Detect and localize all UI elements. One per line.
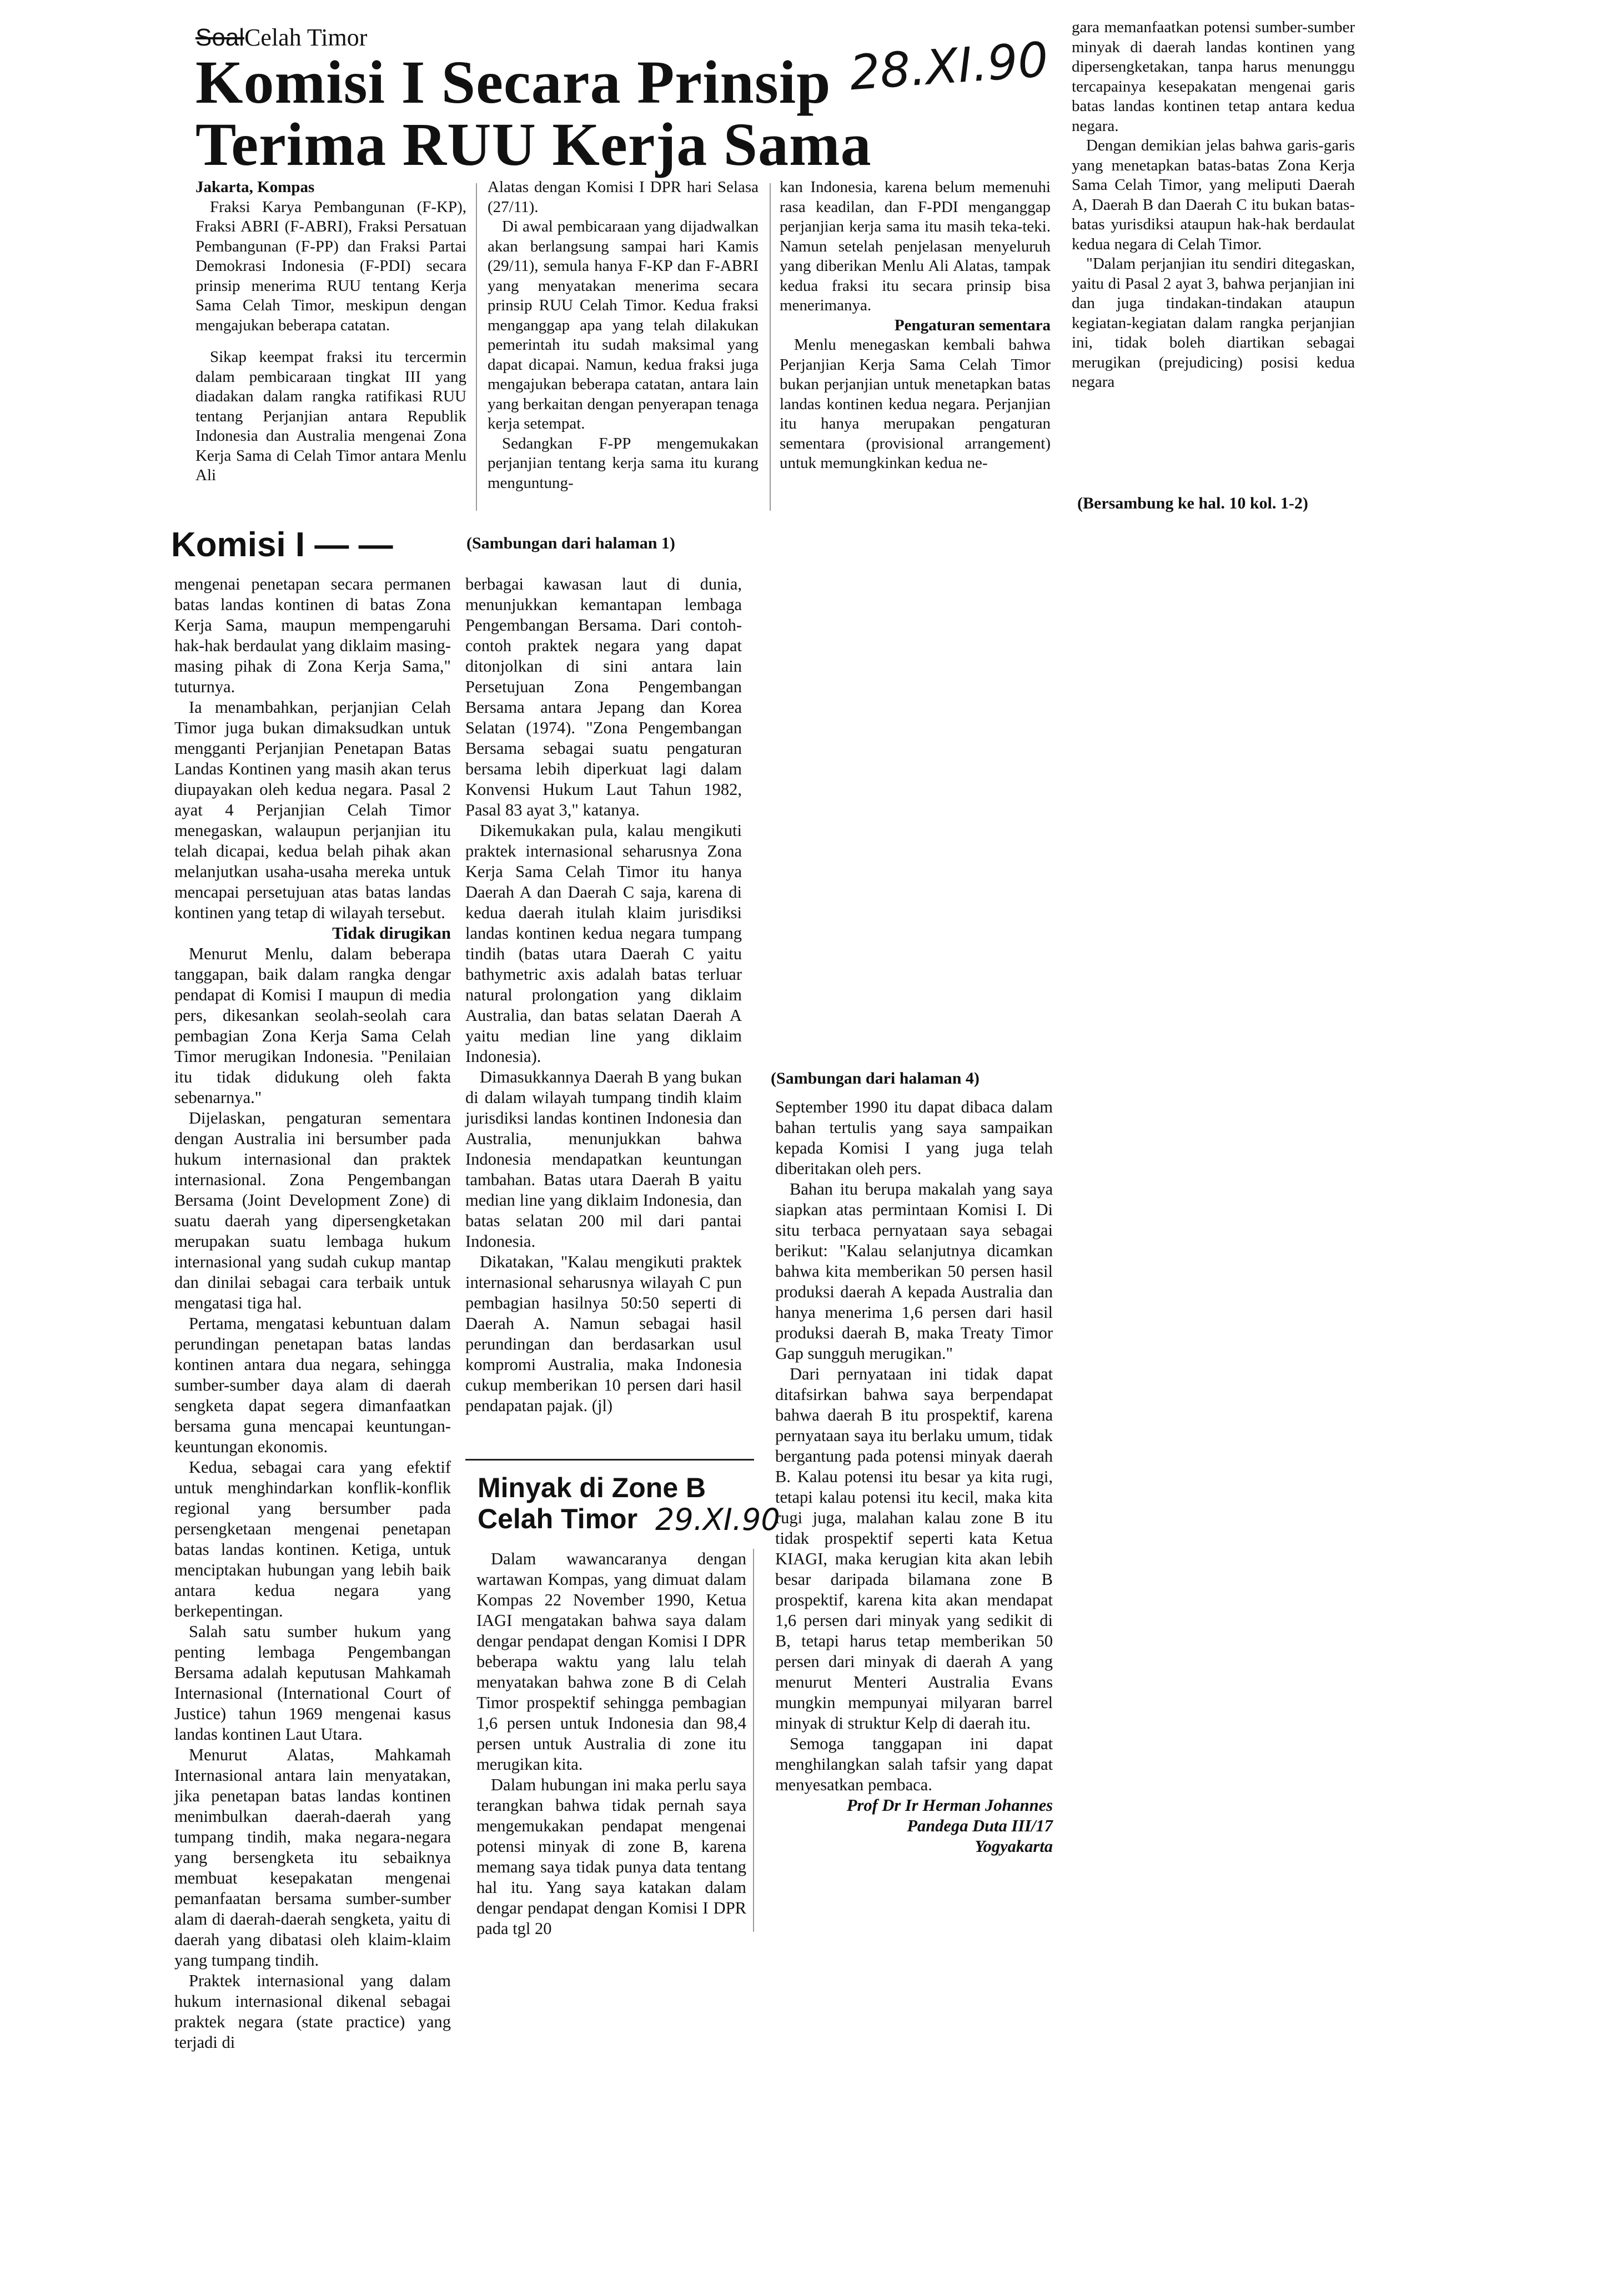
- continuation-from-label: (Sambungan dari halaman 1): [466, 534, 675, 552]
- paragraph: Praktek internasional yang dalam hukum internasional dikenal sebagai praktek negara (state practice) yang terjadi di: [174, 1971, 451, 2052]
- paragraph: "Dalam perjanjian itu sendiri ditegaskan, yaitu di Pasal 2 ayat 3, bahwa perjanjian ini dan juga tindakan-tindakan ataupun kegiatan-kegiatan dalam rangka perjanjian ini, tidak boleh diartikan sebagai merugikan (prejudicing) posisi kedua negara: [1072, 255, 1355, 391]
- paragraph: Di awal pembicaraan yang dijadwalkan akan berlangsung sampai hari Kamis (29/11), semula hanya F-KP dan F-ABRI yang menyatakan menerima secara prinsip RUU Celah Timor. Kedua fraksi menganggap apa yang telah dilakukan pemerintah itu sudah maksimal yang dapat dicapai. Namun, kedua fraksi juga mengajukan beberapa catatan, antara lain yang berkaitan dengan penyerapan tenaga kerja setempat.: [488, 218, 759, 432]
- continuation4-from-label: (Sambungan dari halaman 4): [771, 1069, 980, 1087]
- paragraph: Alatas dengan Komisi I DPR hari Selasa (27/11).: [488, 178, 759, 216]
- paragraph: Salah satu sumber hukum yang penting lembaga Pengembangan Bersama adalah keputusan Mahkamah Internasional (International Court of Justice) tahun 1969 mengenai kasus landas kontinen Laut Utara.: [174, 1622, 451, 1744]
- minyak-col1: [476, 1549, 746, 1939]
- paragraph: September 1990 itu dapat dibaca dalam bahan tertulis yang saya sampaikan kepada Komisi I yang juga telah diberitakan oleh pers.: [775, 1097, 1053, 1178]
- minyak-title-line-2: Celah Timor: [478, 1503, 638, 1534]
- headline-line-2: Terima RUU Kerja Sama: [195, 110, 872, 178]
- paragraph: Dari pernyataan ini tidak dapat ditafsirkan bahwa saya berpendapat bahwa daerah B itu prospektif, karena pernyataan saya itu berlaku umum, tidak bergantung pada potensi minyak daerah B. Kalau potensi itu besar ya kita rugi, tetapi kalau potensi itu kecil, maka kita rugi juga, malahan kalau zone B itu tidak prospektif seperti kata Ketua KIAGI, maka kerugian kita akan lebih besar daripada bilamana zone B prospektif, karena kita akan mendapat 1,6 persen dari minyak yang sedikit di B, tetapi harus tetap memberikan 50 persen dari minyak di daerah A yang menurut Menteri Australia Evans mungkin mempunyai milyaran barrel minyak di struktur Kelp di daerah itu.: [775, 1364, 1053, 1733]
- subhead-tidak-dirugikan: Tidak dirugikan: [332, 924, 451, 943]
- paragraph: Sedangkan F-PP mengemukakan perjanjian tentang kerja sama itu kurang menguntung-: [488, 434, 759, 492]
- kicker-text: Celah Timor: [244, 24, 368, 51]
- paragraph: Sikap keempat fraksi itu tercermin dalam pembicaraan tingkat III yang diadakan dalam rangka ratifikasi RUU tentang Perjanjian antara Republik Indonesia dan Australia mengenai Zona Kerja Sama di Celah Timor antara Menlu Ali: [195, 348, 466, 484]
- handwritten-date-minyak: 29.XI.90: [655, 1502, 780, 1537]
- paragraph: Menlu menegaskan kembali bahwa Perjanjian Kerja Sama Celah Timor bukan perjanjian untuk menetapkan batas landas kontinen kedua negara. Perjanjian itu hanya merupakan pengaturan sementara (provisional arrangement) untuk memungkinkan kedua ne-: [780, 336, 1051, 472]
- paragraph: berbagai kawasan laut di dunia, menunjukkan kemantapan lembaga Pengembangan Bersama. Dari contoh-contoh praktek negara yang dapat ditonjolkan di sini antara lain Persetujuan Zona Pengembangan Bersama antara Jepang dan Korea Selatan (1974). "Zona Pengembangan Bersama sebagai suatu pengaturan bersama lebih diperkuat lagi dalam Konvensi Hukum Laut Tahun 1982, Pasal 83 ayat 3," katanya.: [465, 575, 742, 819]
- signature-name: Prof Dr Ir Herman Johannes: [846, 1796, 1053, 1815]
- signature: [775, 1795, 1053, 1857]
- paragraph: gara memanfaatkan potensi sumber-sumber minyak di daerah landas kontinen yang dipersengketakan, tanpa harus menunggu tercapainya kesepakatan mengenai garis batas landas kontinen tetap antara kedua negara.: [1072, 18, 1355, 135]
- paragraph: Dijelaskan, pengaturan sementara dengan Australia ini bersumber pada hukum internasional dan praktek internasional. Zona Pengembangan Bersama (Joint Development Zone) di suatu daerah yang dipersengketakan merupakan suatu lembaga hukum internasional yang sudah cukup mantap dan dinilai sebagai cara terbaik untuk mengatasi tiga hal.: [174, 1109, 451, 1312]
- paragraph: Dikemukakan pula, kalau mengikuti praktek internasional seharusnya Zona Kerja Sama Celah Timor itu hanya Daerah A dan Daerah C saja, karena di kedua daerah itulah klaim jurisdiksi landas kontinen kedua negara tumpang tindih (batas utara Daerah C yaitu bathymetric axis adalah batas terluar natural prolongation yang diklaim Australia, dan batas selatan Daerah A yaitu median line yang diklaim Indonesia).: [465, 821, 742, 1066]
- paragraph: Menurut Menlu, dalam beberapa tanggapan, baik dalam rangka dengar pendapat di Komisi I maupun di media pers, dikesankan seolah-seolah cara pembagian Zona Kerja Sama Celah Timor merugikan Indonesia. "Penilaian itu tidak didukung oleh fakta sebenarnya.": [174, 944, 451, 1107]
- paragraph: Dikatakan, "Kalau mengikuti praktek internasional seharusnya wilayah C pun pembagian hasilnya 50:50 seperti di Daerah A. Namun sebagai hasil perundingan dan berdasarkan usul kompromi Australia, maka Indonesia cukup memberikan 10 persen dari hasil pendapatan pajak. (jl): [465, 1252, 742, 1415]
- continuation-heading: Komisi I — —: [171, 526, 393, 564]
- continuation-col2: [465, 574, 742, 1416]
- subhead-pengaturan-sementara: Pengaturan sementara: [894, 316, 1051, 334]
- headline-line-1: Komisi I Secara Prinsip: [195, 48, 831, 116]
- paragraph: mengenai penetapan secara permanen batas landas kontinen di batas Zona Kerja Sama, maupun mempengaruhi hak-hak berdaulat yang diklaim masing-masing pihak di Zona Kerja Sama," tuturnya.: [174, 575, 451, 696]
- handwritten-date-top: 28.XI.90: [847, 32, 1050, 102]
- paragraph: Semoga tanggapan ini dapat menghilangkan salah tafsir yang dapat menyesatkan pembaca.: [775, 1734, 1053, 1794]
- article1-col2: [488, 178, 759, 493]
- paragraph: Kedua, sebagai cara yang efektif untuk menghindarkan konflik-konflik regional yang bersumber pada persengketaan mengenai penetapan batas landas kontinen. Ketiga, untuk menciptakan hubungan yang lebih baik antara kedua negara yang berkepentingan.: [174, 1458, 451, 1620]
- kicker: [195, 23, 367, 52]
- paragraph: Dengan demikian jelas bahwa garis-garis yang menetapkan batas-batas Zona Kerja Sama Celah Timor, yang meliputi Daerah A, Daerah B dan Daerah C itu bukan batas-batas yurisdiksi ataupun hak-hak berdaulat kedua negara di Celah Timor.: [1072, 137, 1355, 253]
- minyak-title-line-1: Minyak di Zone B: [478, 1472, 706, 1503]
- signature-city: Yogyakarta: [975, 1837, 1053, 1856]
- continuation-col1: [174, 574, 451, 2053]
- paragraph: Pertama, mengatasi kebuntuan dalam perundingan penetapan batas landas kontinen antara dua negara, sehingga sumber-sumber daya alam di daerah sengketa dapat segera dimanfaatkan bersama guna mencapai keuntungan-keuntungan ekonomis.: [174, 1314, 451, 1456]
- paragraph: Ia menambahkan, perjanjian Celah Timor juga bukan dimaksudkan untuk mengganti Perjanjian Penetapan Batas Landas Kontinen yang masih akan terus diupayakan oleh kedua negara. Pasal 2 ayat 4 Perjanjian Celah Timor menegaskan, walaupun perjanjian itu telah dicapai, kedua belah pihak akan melanjutkan usaha-usaha mereka untuk mencapai persetujuan atas batas landas kontinen yang tetap di wilayah tersebut.: [174, 698, 451, 922]
- paragraph: Fraksi Karya Pembangunan (F-KP), Fraksi ABRI (F-ABRI), Fraksi Persatuan Pembangunan (F-PP) dan Fraksi Partai Demokrasi Indonesia (F-PDI) secara prinsip menerima RUU tentang Kerja Sama Celah Timor, meskipun dengan mengajukan beberapa catatan.: [195, 198, 466, 334]
- continuation4-col: [775, 1097, 1053, 1857]
- continued-note: (Bersambung ke hal. 10 kol. 1-2): [1077, 494, 1308, 512]
- paragraph: Dimasukkannya Daerah B yang bukan di dalam wilayah tumpang tindih klaim jurisdiksi landas kontinen Indonesia dan Australia, menunjukkan bahwa Indonesia mendapatkan keuntungan tambahan. Batas utara Daerah B yaitu median line yang diklaim Indonesia, dan batas selatan 200 mil dari pantai Indonesia.: [465, 1068, 742, 1251]
- paragraph: Dalam hubungan ini maka perlu saya terangkan bahwa tidak pernah saya mengemukakan pendapat mengenai potensi minyak di zone B, karena memang saya tidak punya data tentang hal itu. Yang saya katakan dalam dengar pendapat dengan Komisi I DPR pada tgl 20: [476, 1775, 746, 1938]
- paragraph: kan Indonesia, karena belum memenuhi rasa keadilan, dan F-PDI menganggap perjanjian kerja sama itu masih teka-teki. Namun setelah penjelasan menyeluruh yang diberikan Menlu Ali Alatas, tampak kedua fraksi itu secara prinsip bisa menerimanya.: [780, 178, 1051, 314]
- paragraph: Dalam wawancaranya dengan wartawan Kompas, yang dimuat dalam Kompas 22 November 1990, Ketua IAGI mengatakan bahwa saya dalam dengar pendapat dengan Komisi I DPR beberapa waktu yang lalu telah menyatakan bahwa zone B di Celah Timor prospektif sehingga pembagian 1,6 persen untuk Indonesia dan 98,4 persen untuk Australia di zone itu merugikan kita.: [476, 1549, 746, 1774]
- article1-col1: [195, 178, 466, 486]
- signature-address: Pandega Duta III/17: [907, 1816, 1053, 1835]
- article1-col4: [1072, 18, 1355, 392]
- paragraph: Bahan itu berupa makalah yang saya siapkan atas permintaan Komisi I. Di situ terbaca pernyataan saya sebagai berikut: "Kalau selanjutnya dicamkan bahwa kita memberikan 50 persen hasil produksi daerah A kepada Australia dan hanya menerima 1,6 persen dari hasil produksi daerah B, maka Treaty Timor Gap sungguh merugikan.": [775, 1180, 1053, 1363]
- paragraph: Menurut Alatas, Mahkamah Internasional antara lain menyatakan, jika penetapan batas landas kontinen menimbulkan daerah-daerah yang tumpang tindih, maka negara-negara yang bersengketa itu sebaiknya membuat kesepakatan mengenai pemanfaatan bersama sumber-sumber alam di daerah-daerah sengketa, yaitu di daerah yang dibatasi oleh klaim-klaim yang tumpang tindih.: [174, 1745, 451, 1970]
- dateline: Jakarta, Kompas: [195, 178, 315, 196]
- article1-col3: [780, 178, 1051, 474]
- kicker-struck-word: Soal: [195, 24, 245, 51]
